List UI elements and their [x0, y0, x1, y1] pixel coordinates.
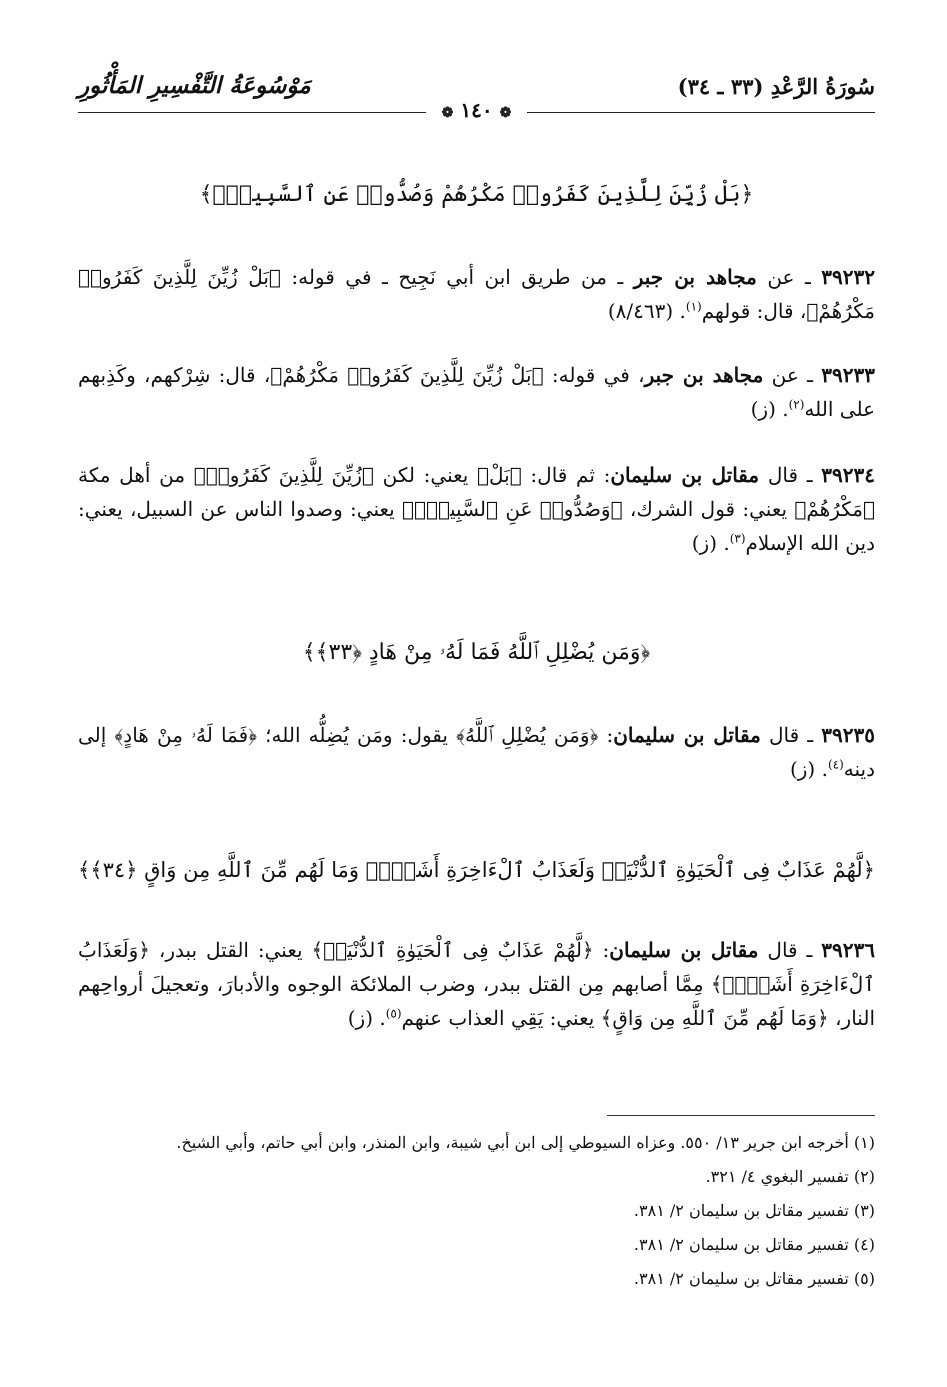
page-number: ❁ ١٤٠ ❁: [434, 98, 520, 122]
footnote-ref: (٤): [827, 757, 844, 772]
narration-number: ٣٩٢٣٦: [821, 938, 875, 962]
footnote-2: (٢) تفسير البغوي ٤/ ٣٢١.: [705, 1167, 875, 1186]
narrator-name: مجاهد بن جبر: [644, 363, 764, 387]
narration-39235: ٣٩٢٣٥ ـ قال مقاتل بن سليمان: ﴿وَمَن يُضْلِلِ ٱللَّهُ﴾ يقول: ومَن يُضِلُّه الله؛ ﴿فَمَا لَهُۥ مِنْ هَادٍ﴾ إلى دينه$^{(٤)}$. (ز): [78, 723, 875, 781]
narration-number: ٣٩٢٣٢: [821, 265, 875, 289]
footnote-ref: (٥): [385, 1006, 402, 1021]
footnote-ref: (١): [685, 299, 702, 314]
footnote-separator: [607, 1115, 875, 1116]
narration-number: ٣٩٢٣٥: [821, 723, 875, 747]
narration-number: ٣٩٢٣٤: [821, 463, 875, 487]
surah-title: سُورَةُ الرَّعْدِ (٣٣ ـ ٣٤): [677, 74, 875, 99]
narration-39232: ٣٩٢٣٢ ـ عن مجاهد بن جبر ـ من طريق ابن أبي نَجِيح ـ في قوله: ﴿بَلْ زُيِّنَ لِلَّذِينَ كَفَرُوا۟ مَكْرُهُمْ﴾، قال: قولهم$^{(١)}$. (٨/٤٦٣): [78, 265, 875, 323]
header-rule-right: [527, 112, 875, 113]
verse-heading-3: ﴿لَّهُمْ عَذَابٌ فِى ٱلْحَيَوٰةِ ٱلدُّنْيَاۖ وَلَعَذَابُ ٱلْءَاخِرَةِ أَشَقُّۖ وَمَا لَهُم مِّنَ ٱللَّهِ مِن وَاقٍ ﴿٣٤﴾﴾: [77, 858, 875, 882]
footnote-ref: (٢): [788, 397, 805, 412]
book-title: مَوْسُوعَةُ التَّفْسِيرِ المَأْثُورِ: [78, 72, 311, 99]
footnote-ref: (٣): [729, 531, 746, 546]
footnotes: [78, 1128, 875, 1298]
running-header: [78, 70, 875, 122]
footnote-1: (١) أخرجه ابن جرير ١٣/ ٥٥٠. وعزاه السيوطي إلى ابن أبي شيبة، وابن المنذر، وابن أبي حاتم، وأبي الشيخ.: [176, 1133, 875, 1152]
verse-heading-1: ﴿بَلْ زُيِّنَ لِلَّذِينَ كَفَرُوا۟ مَكْرُهُمْ وَصُدُّوا۟ عَنِ ٱلسَّبِيلِۗ﴾: [199, 182, 754, 207]
ornament-icon: ❁: [499, 105, 512, 121]
verse-heading-2: ﴿وَمَن يُضْلِلِ ٱللَّهُ فَمَا لَهُۥ مِنْ هَادٍ ﴿٣٣﴾﴾: [302, 640, 651, 665]
narration-number: ٣٩٢٣٣: [821, 363, 875, 387]
narrator-name: مقاتل بن سليمان: [610, 463, 760, 487]
narrator-name: مقاتل بن سليمان: [613, 723, 761, 747]
footnote-3: (٣) تفسير مقاتل بن سليمان ٢/ ٣٨١.: [633, 1201, 875, 1220]
narration-39236: ٣٩٢٣٦ ـ قال مقاتل بن سليمان: ﴿لَّهُمْ عَذَابٌ فِى ٱلْحَيَوٰةِ ٱلدُّنْيَاۖ﴾ يعني: القتل ببدر، ﴿وَلَعَذَابُ ٱلْءَاخِرَةِ أَشَقُّۖ﴾ مِمَّا أصابهم مِن القتل ببدر، وضرب الملائكة الوجوه والأدبارَ، وتعجيلَ أرواحِهم النار، ﴿وَمَا لَهُم مِّنَ ٱللَّهِ مِن وَاقٍ﴾ يعني: يَقِي العذاب عنهم$^{(٥)}$. (ز): [78, 938, 875, 1030]
narrator-name: مقاتل بن سليمان: [609, 938, 759, 962]
narration-39233: ٣٩٢٣٣ ـ عن مجاهد بن جبر، في قوله: ﴿بَلْ زُيِّنَ لِلَّذِينَ كَفَرُوا۟ مَكْرُهُمْ﴾، قال: شِرْكهم، وكَذِبهم على الله$^{(٢)}$. (ز): [78, 363, 875, 421]
footnote-5: (٥) تفسير مقاتل بن سليمان ٢/ ٣٨١.: [633, 1269, 875, 1288]
narration-39234: ٣٩٢٣٤ ـ قال مقاتل بن سليمان: ثم قال: ﴿بَلْ﴾ يعني: لكن ﴿زُيِّنَ لِلَّذِينَ كَفَرُوا۟﴾ من أهل مكة ﴿مَكْرُهُمْ﴾ يعني: قول الشرك، ﴿وَصُدُّوا۟ عَنِ ٱلسَّبِيلِۗ﴾ يعني: وصدوا الناس عن السبيل، يعني: دين الله الإسلام$^{(٣)}$. (ز): [78, 463, 875, 555]
ornament-icon: ❁: [441, 105, 454, 121]
footnote-4: (٤) تفسير مقاتل بن سليمان ٢/ ٣٨١.: [633, 1235, 875, 1254]
narrator-name: مجاهد بن جبر: [633, 265, 757, 289]
header-rule-left: [78, 112, 426, 113]
